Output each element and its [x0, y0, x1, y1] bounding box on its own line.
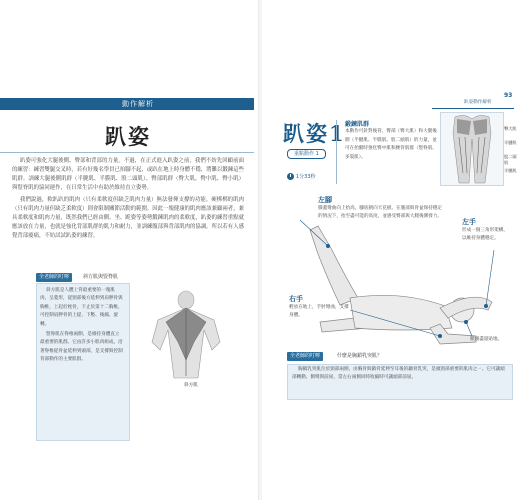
tip-subtitle: 斜方肌與豎脊肌	[83, 274, 119, 280]
legs-muscle-illustration	[440, 112, 504, 186]
exercise-title: 趴姿1	[283, 121, 346, 146]
tip-text	[40, 287, 124, 367]
anatomy-caption: 斜方肌	[184, 383, 198, 388]
muscle-label: 臀大肌	[504, 126, 517, 131]
back-muscle-illustration	[146, 290, 226, 382]
book-gutter	[258, 0, 262, 500]
key-move-tag: 重點動作 1	[287, 149, 326, 159]
callout-left-leg-heading: 左腳	[318, 195, 332, 204]
callout-right-hand-heading: 右手	[289, 294, 303, 303]
tip-paragraph: 豎脊肌在脊椎兩側，是維持身體直立最重要的肌群。它由許多小肌肉組成，沿著脊椎從骨盆延伸到頭部，是支撐與控制背部動作的主要肌群。	[40, 332, 123, 363]
bottom-tip-text: 胸鎖乳突肌位於頸部兩側，由胸骨與鎖骨延伸至耳後的顳骨乳突，是頭頸部重要的肌肉之一。它可讓頭部轉動、側彎與前屈，當左右兩側同時收縮時可讓頭部前屈。	[292, 367, 505, 381]
callout-left-hand-heading: 左手	[462, 217, 476, 226]
body-paragraph: 趴姿可強化大腿後側、臀部和背部的力量。不過，在正式進入趴姿之前，我們不妨先回顧前面的練習：練習雙腿交叉時，若有好幾名學員已抬腳不起，或趴在地上時身體不穩，將難以鍛鍊這些肌群。訓練大腿後側肌群（半腱肌、半膜肌、股二頭肌）、臀部肌群（臀大肌、臀中肌、臀小肌）與豎脊肌的協同運作，在日常生活中有助於維持直立姿勢。	[12, 158, 244, 191]
muscle-label: 股二頭肌	[504, 154, 517, 165]
muscle-section-text: 本動作可針對後背、臀部（臀大肌）和大腿後側（半腱肌、半膜肌、股二頭肌）的力量，並可在抬腿時強化臀中肌和腰背肌群（豎脊肌、多裂肌）。	[345, 129, 437, 160]
body-paragraph: 我們說過，軟趴趴的肌肉（只有柔軟度但缺乏肌肉力量）無法發揮支撐的功能。硬梆梆的肌肉（只有肌肉力量但缺乏柔軟度）則會限制關節活動的範圍。因此一塊健康的肌肉應該兼顧兩者，兼具柔軟度和肌肉力量，既然我們已經由側、坐、跪姿等姿勢鍛鍊肌肉的柔軟度，趴姿的練習重點就應該放在力量，也就是強化背部肌群的肌力和耐力，並訓練腹部與背部肌肉的協調。所以若有人感覺背部痠痛，不妨試試趴姿的練習。	[12, 197, 244, 239]
body-text	[12, 157, 244, 244]
muscle-section-title: 鍛鍊肌群	[345, 121, 370, 128]
duration	[287, 173, 316, 182]
figure-note: 額頭盡量貼地。	[470, 337, 503, 342]
muscle-label: 半膜肌	[504, 168, 517, 173]
bottom-tip-label: 全老師的叮嚀	[287, 352, 323, 361]
page-title: 趴姿	[105, 124, 151, 149]
callout-right-hand-text: 輕放在地上，手肘彎曲，支撐身體。	[289, 305, 349, 319]
tip-paragraph: 斜方肌是人體上背最重要的一塊肌肉，呈菱形，從頸部後方延伸到肩胛骨與胸椎，上起於枕骨，下止於第十二胸椎，可控制肩胛骨的上提、下壓、後縮、旋轉。	[40, 288, 123, 327]
section-header: 動作解析	[122, 100, 154, 108]
muscle-label: 半腱肌	[504, 140, 517, 145]
page-number: 93	[504, 92, 513, 99]
vertical-divider	[336, 120, 337, 184]
callout-left-hand-text: 形成一個三角形架構，以維持身體穩定。	[462, 228, 508, 242]
title-divider	[0, 152, 254, 153]
running-head: 趴姿動作解析	[464, 100, 492, 105]
tip-label: 全老師的叮嚀	[36, 273, 72, 282]
clock-icon	[287, 173, 294, 180]
callout-left-leg-text: 膝蓋彎曲向上抬高，腳底朝向天花板。在腹部與骨盆保持穩定的情況下，抬至盡可能的高度，並感受臀部與大腿後側發力。	[318, 206, 443, 220]
duration-text: 1分33秒	[296, 174, 316, 180]
bottom-tip-question: 什麼是胸鎖乳突肌？	[337, 353, 383, 359]
